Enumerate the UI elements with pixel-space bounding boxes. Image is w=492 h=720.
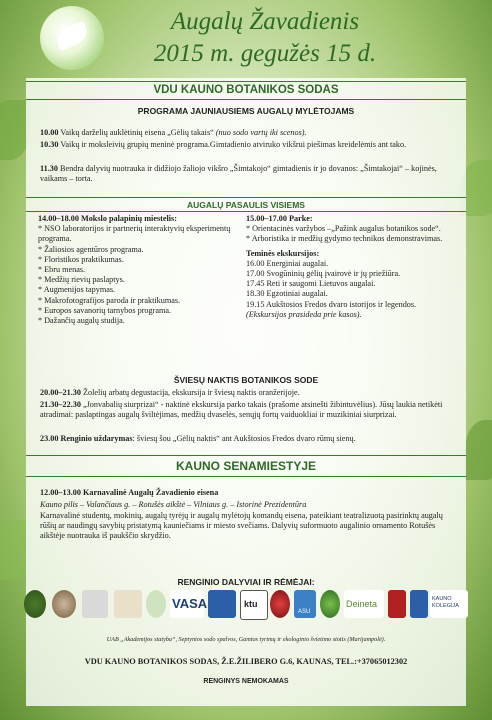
section-heading-plant-world: AUGALŲ PASAULIS VISIEMS [187, 200, 305, 210]
divider [26, 197, 466, 198]
parade-route: Kauno pilis – Valančiaus g. – Rotušės aikštė – Vilniaus g. – Istorinė Prezidentūra [40, 500, 307, 509]
sponsors-note: UAB „Akademijos statyba“, Septynios sodo spalvos, Gamtos tyrimų ir ekologinio švietimo stotis (Marijampolė). [106, 636, 386, 643]
footer-free-entry: RENGINYS NEMOKAMAS [203, 678, 289, 685]
sponsors-logos [24, 590, 468, 622]
program-item: 10.30 Vaikų ir moksleivių grupių meninė programa.Gimtadienio atviruko vikšrui piešimas kreidelėmis ant tako. [40, 140, 407, 149]
night-item: 20.00–21.30 Žolelių arbatų degustacija, ekskursija ir šviesų naktis oranžerijoje. [40, 388, 300, 397]
divider [26, 211, 466, 212]
sponsors-heading: RENGINIO DALYVIAI IR RĖMĖJAI: [177, 577, 315, 587]
section-heading-night: ŠVIESŲ NAKTIS BOTANIKOS SODE [173, 375, 319, 385]
sponsor-logo-icon [320, 590, 340, 618]
sponsor-ktu-logo: ktu [240, 590, 268, 620]
sponsor-emblem-icon [24, 590, 46, 618]
divider [26, 476, 466, 477]
sponsor-vasa-logo: VASA [170, 590, 204, 618]
footer-address: VDU KAUNO BOTANIKOS SODAS, Ž.E.ŽILIBERO G.6, KAUNAS, TEL.:+37065012302 [84, 657, 408, 666]
sponsor-logo-icon [270, 590, 290, 618]
sponsor-logo-icon [208, 590, 236, 618]
event-title: Augalų Žavadienis [170, 8, 360, 35]
dove-leaf-logo-icon [40, 6, 104, 70]
sponsor-logo-icon [114, 590, 142, 618]
night-item: 23.00 Renginio uždarymas: šviesų šou „Gėlių naktis“ ant Aukštosios Fredos dvaro rūmų sienų. [40, 434, 356, 443]
section-heading-garden: VDU KAUNO BOTANIKOS SODAS [153, 84, 339, 96]
sponsor-deineta-logo: Deineta [344, 590, 384, 618]
park-column: 15.00–17.00 Parke: * Orientacinės varžybos –„Pažink augalus botanikos sode“. * Arboristika ir medžių gydymo technikos demonstravimas. Teminės ekskursijos: 16.00 Energiniai augalai. 17.00 Svogūninių gėlių įvairovė ir jų priežiūra. 17.45 Reti ir saugomi Lietuvos augalai. 18.30 Egzotiniai augalai. 19.15 Aukštosios Fredos dvaro istorijos ir legendos. (Ekskursijos prasideda prie kasos). [246, 214, 443, 319]
header [0, 0, 492, 78]
divider [26, 81, 466, 82]
section-heading-old-town: KAUNO SENAMIESTYJE [175, 459, 317, 473]
sponsor-seal-icon [52, 590, 76, 618]
sponsor-asu-logo: ASU [294, 590, 316, 618]
night-item: 21.30–22.30 „Jonvabalių siurprizai“ - naktinė ekskursija parko takais (prašome atsinešti žibintuvėlius). Jūsų laukia netikėti atradimai: paslaptingas augalų šviltėjimas, medžių dvaselės, senųjų fortų vaiduokliai ir muzikiniai siurprizai. [40, 400, 443, 420]
sponsor-coat-of-arms-icon [388, 590, 406, 618]
divider [26, 99, 466, 100]
program-item: 10.00 Vaikų darželių auklėtinių eisena „Gėlių takais“ (nuo sodo vartų iki scenos). [40, 128, 307, 137]
parade-title: 12.00–13.00 Karnavalinė Augalų Žavadienio eisena [40, 488, 219, 497]
sponsor-logo-icon [146, 590, 166, 618]
parade-description: Karnavalinė studentų, mokinių, augalų tyrėjų ir augalų mylėtojų komandų eisena, pateikiant teatralizuotą pasirinktų augalų rūšių ar naudingų savybių pristatymą kauniečiams ir miesto svečiams. Dalyvių suformuoto augalinio ornamento Rotušės aikštėje nuotrauka iš paukščio skrydžio. [40, 511, 443, 541]
event-date: 2015 m. gegužės 15 d. [153, 40, 377, 67]
divider [26, 455, 466, 456]
science-tents-column: 14.00–18.00 Mokslo palapinių miestelis: * NSO laboratorijos ir partnerių interaktyvių eksperimentų programa. * Žaliosios agentūros programa. * Floristikos praktikumas. * Ebru menas. * Medžių rievių paslaptys. * Augmenijos tapymas. * Makrofotografijos paroda ir praktikumas. * Europos savanorių tarnybos programa. * Dažančių augalų studija. [38, 214, 231, 326]
sponsor-coat-of-arms-icon [410, 590, 428, 618]
program-item: 11.30 Bendra dalyvių nuotrauka ir didžiojo žaliojo vikšro „Šimtakojo“ gimtadienis ir jo dovanos: „Šimtakojai“ – kojinės, vaikams – torta. [40, 164, 437, 184]
sponsor-kauno-kolegija-logo: KAUNO KOLEGIJA [430, 590, 468, 618]
section-subheading-kids: PROGRAMA JAUNIAUSIEMS AUGALŲ MYLĖTOJAMS [137, 106, 355, 116]
leaf-decoration [465, 420, 492, 480]
sponsor-building-icon [82, 590, 108, 618]
